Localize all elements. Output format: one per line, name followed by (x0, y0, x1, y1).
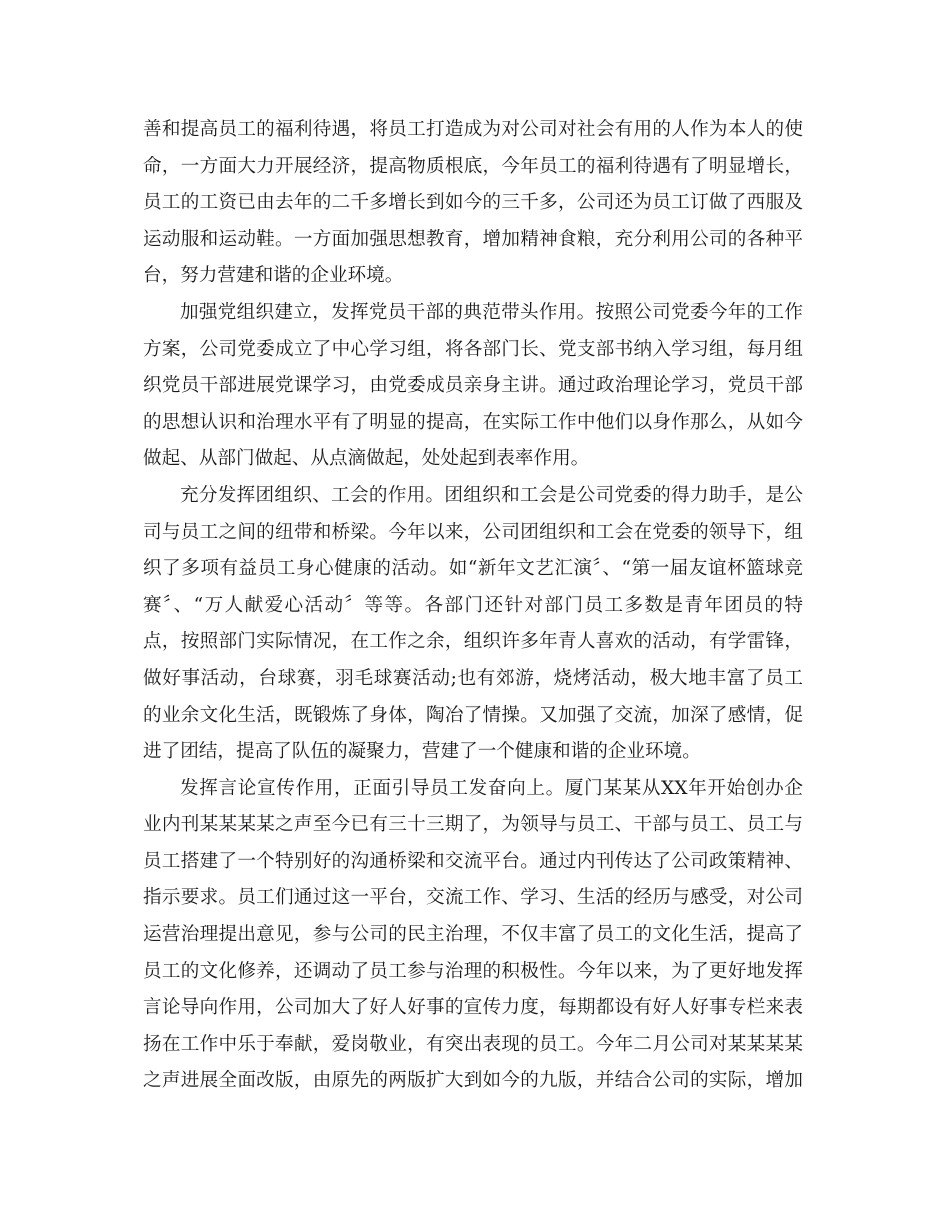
text-line: 发挥言论宣传作用，正面引导员工发奋向上。厦门某某从XX年开始创办企 (180, 777, 803, 799)
text-line: 的业余文化生活，既锻炼了身体，陶冶了情操。又加强了交流，加深了感情，促 (143, 704, 803, 726)
paragraph-league-union (143, 478, 803, 771)
text-line: 员工搭建了一个特别好的沟通桥梁和交流平台。通过内刊传达了公司政策精神、 (143, 850, 803, 872)
text-line: 员工的工资已由去年的二千多增长到如今的三千多，公司还为员工订做了西服及 (143, 192, 803, 214)
text-line: 的思想认识和治理水平有了明显的提高，在实际工作中他们以身作那么，从如今 (143, 411, 803, 433)
text-line: 命，一方面大力开展经济，提高物质根底，今年员工的福利待遇有了明显增长， (143, 155, 803, 177)
text-line: 赛〞、“万人献爱心活动〞等等。各部门还针对部门员工多数是青年团员的特 (143, 594, 803, 616)
document-body (143, 112, 803, 1100)
text-line: 做起、从部门做起、从点滴做起，处处起到表率作用。 (143, 448, 590, 470)
text-line: 进了团结，提高了队伍的凝聚力，营建了一个健康和谐的企业环境。 (143, 741, 701, 763)
paragraph-party-organization (143, 295, 803, 478)
text-line: 点，按照部门实际情况，在工作之余，组织许多年青人喜欢的活动，有学雷锋， (143, 631, 803, 653)
text-line: 加强党组织建立，发挥党员干部的典范带头作用。按照公司党委今年的工作 (180, 301, 803, 323)
text-line: 扬在工作中乐于奉献，爱岗敬业，有突出表现的员工。今年二月公司对某某某某 (143, 1033, 803, 1055)
paragraph-publicity (143, 771, 803, 1100)
text-line: 织了多项有益员工身心健康的活动。如“新年文艺汇演〞、“第一届友谊杯篮球竞 (143, 558, 803, 580)
text-line: 做好事活动，台球赛，羽毛球赛活动;也有郊游，烧烤活动，极大地丰富了员工 (143, 667, 803, 689)
text-line: 方案，公司党委成立了中心学习组，将各部门长、党支部书纳入学习组，每月组 (143, 338, 803, 360)
text-line: 台，努力营建和谐的企业环境。 (143, 265, 404, 287)
text-line: 之声进展全面改版，由原先的两版扩大到如今的九版，并结合公司的实际，增加 (143, 1070, 803, 1092)
text-line: 善和提高员工的福利待遇，将员工打造成为对公司对社会有用的人作为本人的使 (143, 119, 803, 140)
text-line: 业内刊某某某某之声至今已有三十三期了，为领导与员工、干部与员工、员工与 (143, 814, 803, 836)
text-line: 充分发挥团组织、工会的作用。团组织和工会是公司党委的得力助手，是公 (180, 484, 803, 506)
paragraph-welfare (143, 112, 803, 295)
text-line: 言论导向作用，公司加大了好人好事的宣传力度，每期都设有好人好事专栏来表 (143, 997, 803, 1019)
text-line: 运动服和运动鞋。一方面加强思想教育，增加精神食粮，充分利用公司的各种平 (143, 228, 803, 250)
text-line: 织党员干部进展党课学习，由党委成员亲身主讲。通过政治理论学习，党员干部 (143, 375, 803, 397)
text-line: 员工的文化修养，还调动了员工参与治理的积极性。今年以来，为了更好地发挥 (143, 960, 803, 982)
text-line: 指示要求。员工们通过这一平台，交流工作、学习、生活的经历与感受，对公司 (143, 887, 803, 909)
text-line: 司与员工之间的纽带和桥梁。今年以来，公司团组织和工会在党委的领导下，组 (143, 521, 803, 543)
text-line: 运营治理提出意见，参与公司的民主治理，不仅丰富了员工的文化生活，提高了 (143, 924, 803, 946)
